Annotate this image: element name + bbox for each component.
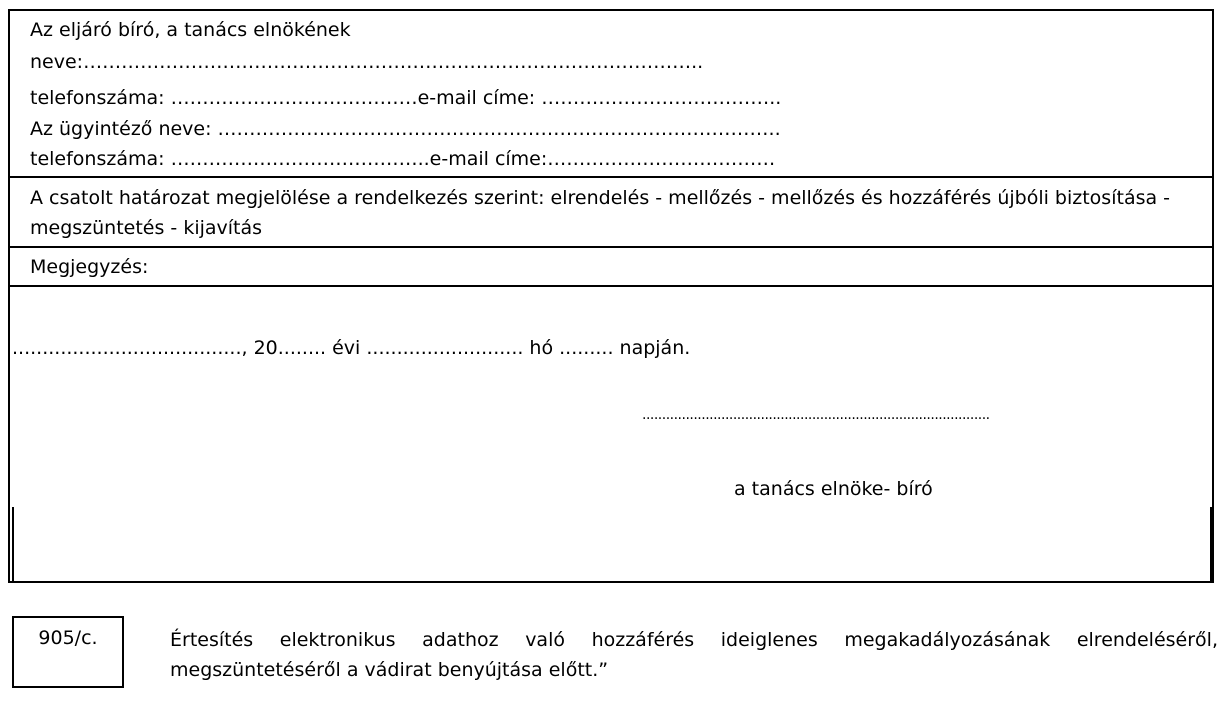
form-code-box [12,616,124,688]
signature-section [10,287,1212,581]
signature-title: a tanács elnöke- bíró [734,478,933,500]
date-line: ......................................, 20........ évi .......................... hó ......... napján. [12,337,691,359]
notification-form-table [8,9,1214,583]
decision-label: A csatolt határozat megjelölése a rendelkezés szerint: elrendelés - mellőzés - mellőzés és hozzáférés újbóli biztosítása - megszüntetés - kijavítás [30,187,1171,239]
inner-frame [12,507,1212,581]
form-code: 905/c. [38,627,98,649]
note-section [10,248,1212,287]
form-description: Értesítés elektronikus adathoz való hozzáférés ideiglenes megakadályozásának elrendeléséről, megszüntetéséről a vádirat benyújtása előtt.” [170,629,1218,681]
clerk-name-line: Az ügyintéző neve: …………………………………………………………………………….. [30,118,781,140]
note-label: Megjegyzés: [30,256,149,278]
clerk-phone-email-line: telefonszáma: …………………………………..e-mail címe:……………………………… [30,148,776,170]
judge-intro: Az eljáró bíró, a tanács elnökének [30,19,351,41]
decision-section [10,178,1212,248]
judge-name-line: neve:…………………………………………………………………………………….. [30,51,704,73]
judge-info-section [10,11,1212,178]
judge-phone-email-line: telefonszáma: …………………………………e-mail címe: ……………………………….. [30,87,782,109]
signature-line: ........................................................................................ [642,407,990,423]
